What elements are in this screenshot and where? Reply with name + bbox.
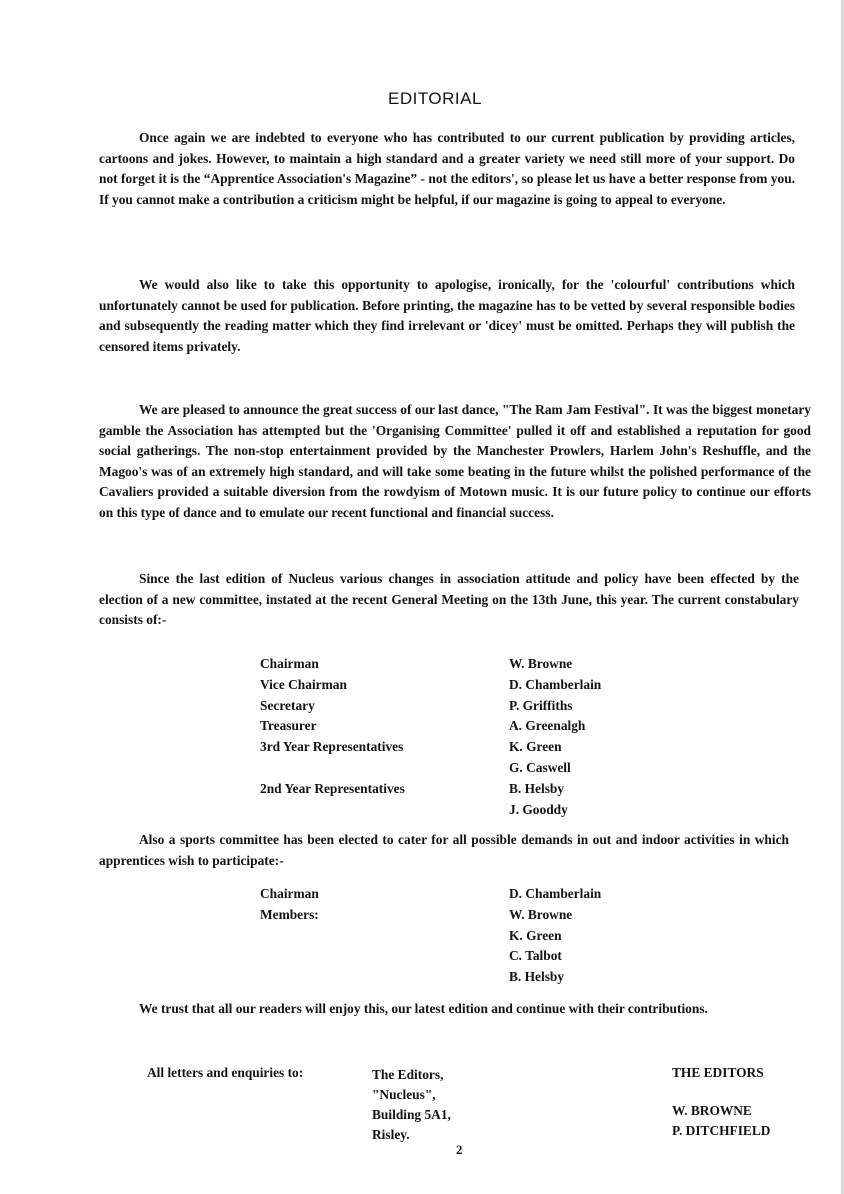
sports-roles	[260, 884, 319, 988]
address-line: The Editors,	[372, 1067, 444, 1082]
paragraph-text: Once again we are indebted to everyone who has contributed to our current publication by providing articles, cartoons and jokes. However, to maintain a high standard and a greater variety we need still more of your support. Do not forget it is the “Apprentice Association's Magazine” - not the editors', so please let us have a better response from you. If you cannot make a contribution a criticism might be helpful, if our magazine is going to appeal to everyone.	[99, 130, 795, 207]
sports-name: K. Green	[509, 927, 562, 943]
committee-name: B. Helsby	[509, 780, 565, 796]
sports-name: W. Browne	[509, 906, 573, 922]
committee-role	[260, 800, 405, 821]
sports-role	[260, 967, 319, 988]
committee-role: Treasurer	[260, 718, 317, 734]
editor-name: W. BROWNE	[672, 1103, 752, 1118]
paragraph-5	[99, 830, 789, 871]
committee-role	[260, 758, 405, 779]
paragraph-text: Also a sports committee has been elected to cater for all possible demands in out and indoor activities in which apprentices wish to participate:-	[99, 832, 789, 868]
paragraph-text: We are pleased to announce the great success of our last dance, "The Ram Jam Festival". It was the biggest monetary gamble the Association has attempted but the 'Organising Committee' pulled it off and established a reputation for good social gatherings. The non-stop entertainment provided by the Manchester Prowlers, Harlem John's Reshuffle, and the Magoo's was of an extremely high standard, and will take some beating in the future whilst the polished performance of the Cavaliers provided a suitable diversion from the rowdyism of Motown music. It is our future policy to continue our efforts on this type of dance and to emulate our recent functional and financial success.	[99, 402, 811, 520]
paragraph-6	[99, 999, 779, 1020]
committee-name: D. Chamberlain	[509, 676, 602, 692]
paragraph-text: We trust that all our readers will enjoy this, our latest edition and continue with their contributions.	[139, 1001, 708, 1016]
sports-name: D. Chamberlain	[509, 886, 602, 901]
sports-name: B. Helsby	[509, 969, 565, 985]
sports-committee-roster	[0, 884, 844, 994]
sports-role	[260, 926, 319, 947]
paragraph-3	[99, 400, 811, 524]
committee-name: G. Caswell	[509, 759, 571, 775]
sports-role	[260, 946, 319, 967]
editor-name: P. DITCHFIELD	[672, 1123, 771, 1138]
committee-name: A. Greenalgh	[509, 718, 586, 734]
committee-roles	[260, 654, 405, 820]
sports-names	[509, 884, 601, 988]
committee-role: Secretary	[260, 697, 315, 713]
committee-name: K. Green	[509, 739, 562, 755]
paragraph-1	[99, 128, 795, 210]
committee-role: 2nd Year Representatives	[260, 780, 405, 796]
committee-role: Chairman	[260, 656, 319, 671]
editors-heading: THE EDITORS	[672, 1065, 764, 1080]
sports-role: Members:	[260, 906, 319, 922]
editors-signoff	[672, 1063, 770, 1141]
paragraph-text: Since the last edition of Nucleus various changes in association attitude and policy have been effected by the election of a new committee, instated at the recent General Meeting on the 13th June, this year. The current constabulary consists of:-	[99, 571, 799, 628]
paragraph-2	[99, 275, 795, 357]
address-line: Building 5A1,	[372, 1107, 451, 1122]
committee-role: 3rd Year Representatives	[260, 739, 404, 755]
page-title: EDITORIAL	[388, 89, 482, 108]
page-number: 2	[456, 1142, 463, 1157]
paragraph-text: We would also like to take this opportunity to apologise, ironically, for the 'colourful' contributions which unfortunately cannot be used for publication. Before printing, the magazine has to be vetted by several responsible bodies and subsequently the reading matter which they find irrelevant or 'dicey' must be omitted. Perhaps they will publish the censored items privately.	[99, 277, 795, 354]
committee-name: P. Griffiths	[509, 697, 573, 713]
letters-label: All letters and enquiries to:	[147, 1065, 304, 1080]
committee-role: Vice Chairman	[260, 676, 347, 692]
sports-role: Chairman	[260, 886, 319, 901]
paragraph-4	[99, 569, 799, 631]
committee-roster	[0, 654, 844, 824]
sports-name: C. Talbot	[509, 948, 562, 964]
committee-name: J. Gooddy	[509, 801, 568, 817]
committee-names	[509, 654, 601, 820]
committee-name: W. Browne	[509, 656, 573, 671]
address-line: "Nucleus",	[372, 1087, 436, 1102]
editors-address	[372, 1065, 451, 1145]
address-line: Risley.	[372, 1127, 410, 1142]
